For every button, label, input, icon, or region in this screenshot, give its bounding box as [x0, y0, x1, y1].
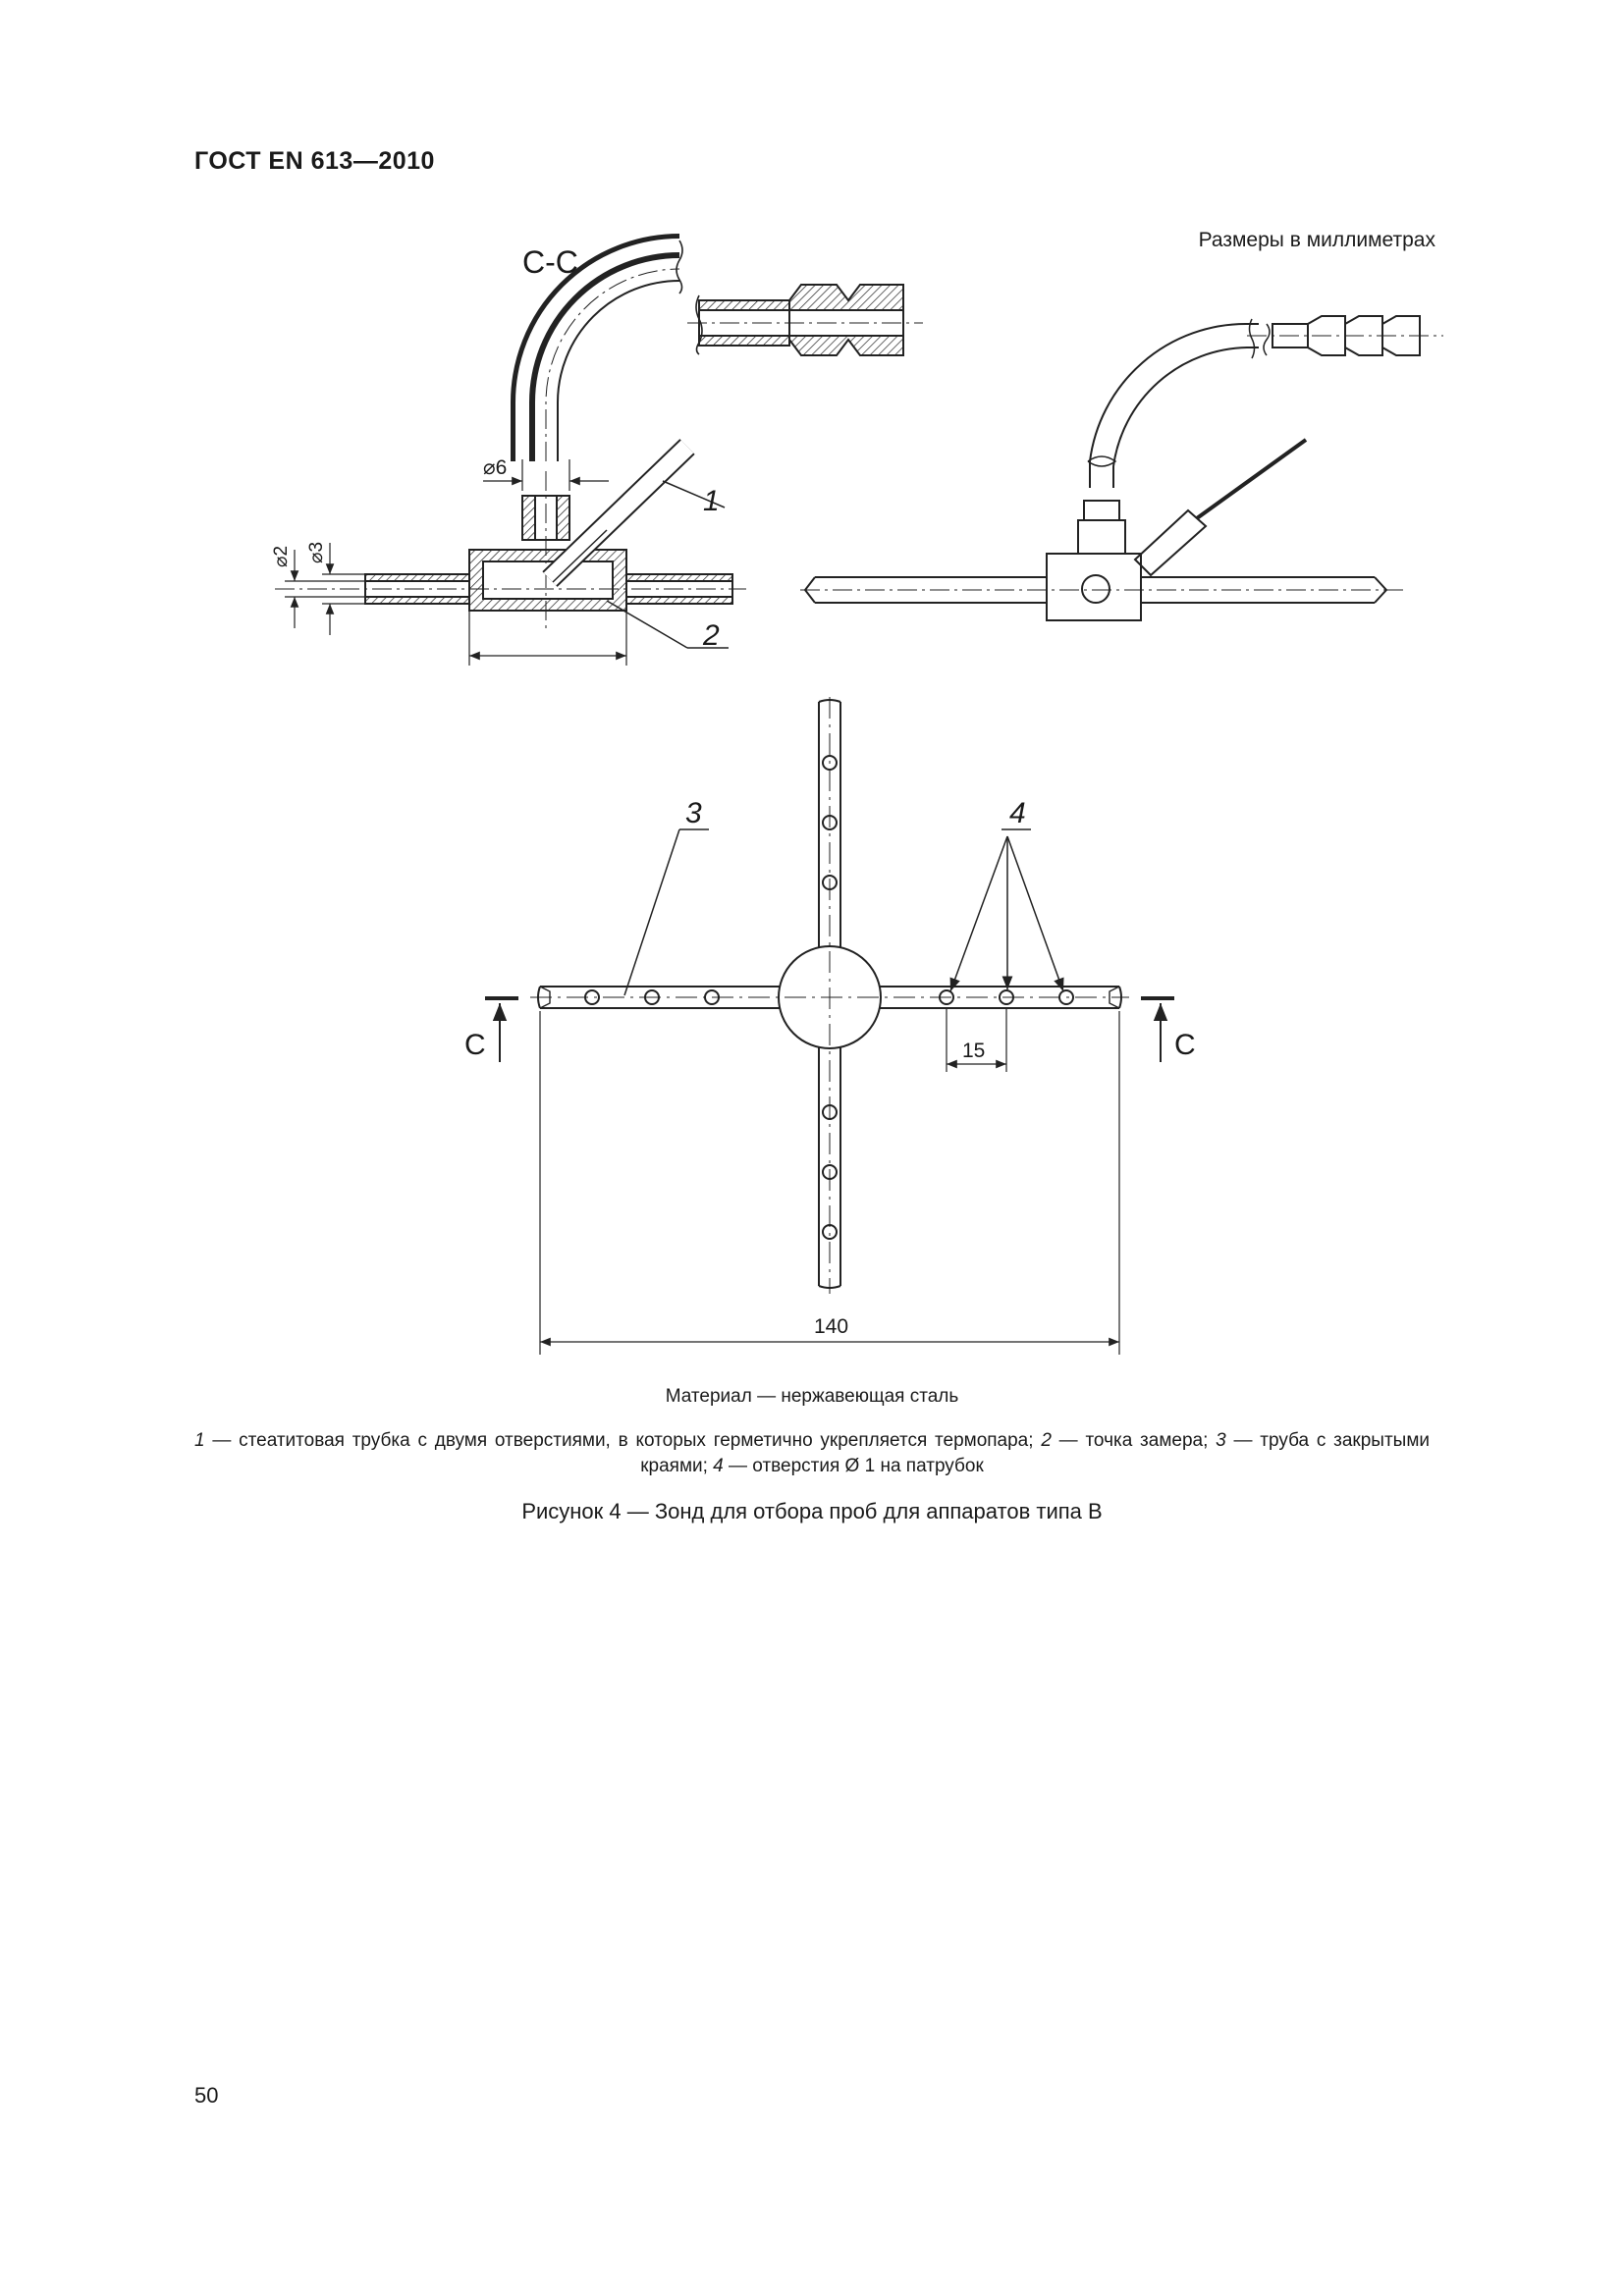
legend-num-1: 1 — [194, 1430, 205, 1451]
callout-3: 3 — [685, 797, 702, 829]
document-header: ГОСТ EN 613—2010 — [194, 147, 435, 175]
material-note: Материал — нержавеющая сталь — [665, 1386, 959, 1407]
legend-text-4: — отверстия Ø 1 на патрубок — [723, 1456, 984, 1476]
section-mark-right: С — [1174, 1029, 1196, 1061]
legend-num-2: 2 — [1041, 1430, 1052, 1451]
dim-spacing: 15 — [962, 1040, 986, 1062]
legend-num-4: 4 — [713, 1456, 724, 1476]
dim-d3: ⌀3 — [306, 541, 327, 563]
dim-d6: ⌀6 — [483, 456, 508, 479]
callout-4: 4 — [1009, 797, 1026, 829]
section-title: С-С — [522, 244, 578, 280]
dim-length: 140 — [814, 1315, 849, 1338]
figure-caption: Рисунок 4 — Зонд для отбора проб для аппаратов типа В — [521, 1499, 1103, 1523]
callout-1: 1 — [703, 485, 720, 517]
section-mark-left: С — [464, 1029, 486, 1061]
units-note: Размеры в миллиметрах — [1198, 229, 1435, 251]
exterior-view — [800, 316, 1443, 620]
plan-view — [464, 697, 1196, 1355]
legend-text-3: — труба с закрытыми краями; — [640, 1430, 1430, 1476]
page-number: 50 — [194, 2083, 219, 2108]
figure-legend — [194, 1428, 1430, 1479]
callout-2: 2 — [703, 619, 720, 652]
legend-text-1: — стеатитовая трубка с двумя отверстиями, в которых герметично укрепляется термопара; — [204, 1430, 1042, 1451]
legend-text-2: — точка замера; — [1051, 1430, 1217, 1451]
dim-d2: ⌀2 — [271, 545, 292, 567]
legend-num-3: 3 — [1216, 1430, 1226, 1451]
